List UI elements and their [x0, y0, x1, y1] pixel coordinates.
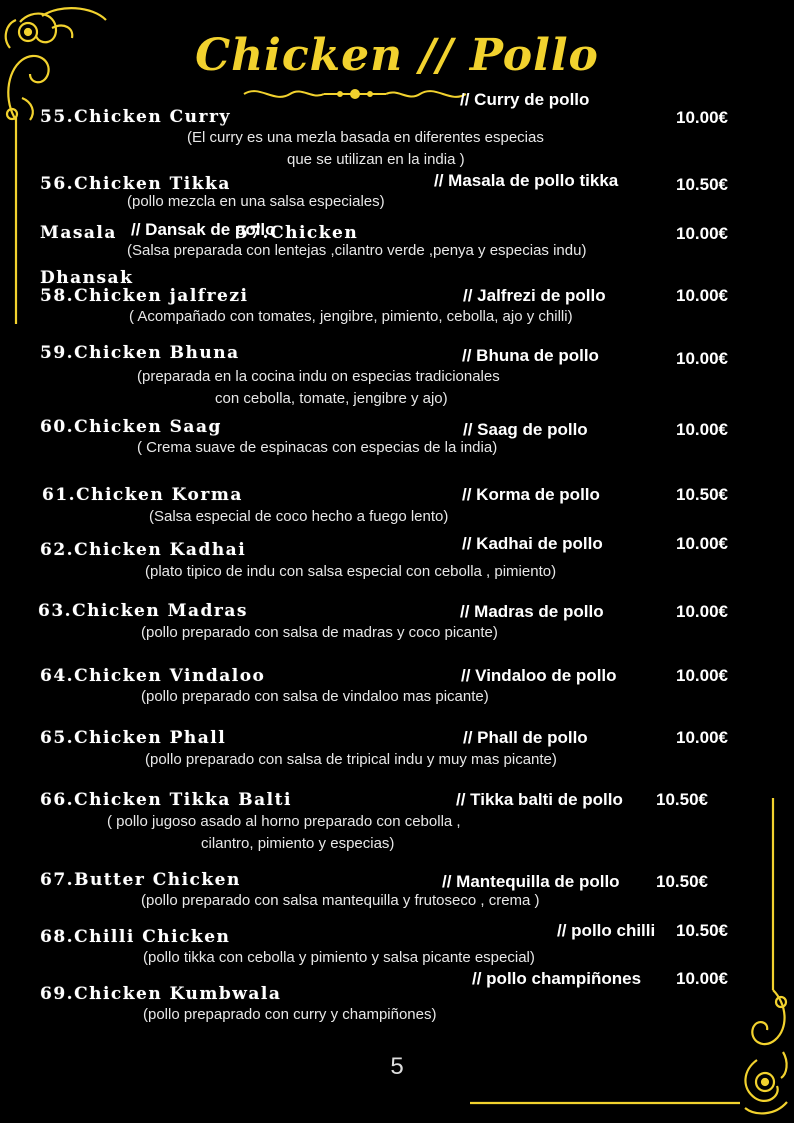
dish-description: cilantro, pimiento y especias) [201, 835, 395, 852]
dish-name: 60.Chicken Saag [40, 417, 222, 437]
dish-name-continued: Dhansak [40, 268, 134, 288]
dish-name: 68.Chilli Chicken [40, 927, 231, 947]
dish-description: (pollo mezcla en una salsa especiales) [127, 193, 385, 210]
dish-name: 58.Chicken jalfrezi [40, 286, 249, 306]
dish-name-spanish: // Dansak de pollo [131, 220, 276, 239]
dish-description: (pollo tikka con cebolla y pimiento y salsa picante especial) [143, 949, 535, 966]
dish-name-spanish: // Vindaloo de pollo [461, 666, 617, 685]
dish-description: (pollo prepaprado con curry y champiñones) [143, 1006, 437, 1023]
dish-name: 69.Chicken Kumbwala [40, 984, 282, 1004]
dish-description: (Salsa preparada con lentejas ,cilantro verde ,penya y especias indu) [127, 242, 587, 259]
dish-name: 62.Chicken Kadhai [40, 540, 247, 560]
dish-name-spanish: // Mantequilla de pollo [442, 872, 620, 891]
dish-name-spanish: // Tikka balti de pollo [456, 790, 623, 809]
dish-description: (pollo preparado con salsa de madras y coco picante) [141, 624, 498, 641]
dish-name-spanish: // Korma de pollo [462, 485, 600, 504]
dish-description: ( pollo jugoso asado al horno preparado con cebolla , [107, 813, 461, 830]
dish-name-spanish: // Bhuna de pollo [462, 346, 599, 365]
dish-price: 10.50€ [656, 872, 708, 891]
dish-price: 10.50€ [676, 921, 728, 940]
page-number: 5 [390, 1053, 404, 1080]
dish-name: 65.Chicken Phall [40, 728, 227, 748]
dish-description: (Salsa especial de coco hecho a fuego lento) [149, 508, 449, 525]
dish-name: 63.Chicken Madras [38, 601, 248, 621]
page-title: Chicken // Pollo [195, 30, 599, 81]
dish-price: 10.00€ [676, 602, 728, 621]
dish-price: 10.00€ [676, 286, 728, 305]
dish-price: 10.00€ [676, 728, 728, 747]
dish-name-continued: Masala [40, 223, 117, 243]
dish-name-spanish: // Saag de pollo [463, 420, 588, 439]
dish-name-spanish: // Kadhai de pollo [462, 534, 603, 553]
dish-price: 10.00€ [676, 108, 728, 127]
dish-name: 55.Chicken Curry [40, 107, 231, 127]
dish-name: 56.Chicken Tikka [40, 174, 231, 194]
dish-name-spanish: // Madras de pollo [460, 602, 604, 621]
dish-price: 10.00€ [676, 420, 728, 439]
dish-name-spanish: // pollo chilli [557, 921, 656, 940]
dish-description: (pollo preparado con salsa de tripical indu y muy mas picante) [145, 751, 557, 768]
dish-name: 66.Chicken Tikka Balti [40, 790, 292, 810]
dish-price: 10.00€ [676, 969, 728, 988]
dish-description: que se utilizan en la india ) [287, 151, 465, 168]
dish-name-spanish: // Masala de pollo tikka [434, 171, 619, 190]
dish-name: 61.Chicken Korma [42, 485, 243, 505]
dish-name-spanish: // Curry de pollo [460, 90, 590, 109]
dish-name-spanish: // Jalfrezi de pollo [463, 286, 606, 305]
dish-price: 10.00€ [676, 666, 728, 685]
dish-description: con cebolla, tomate, jengibre y ajo) [215, 390, 448, 407]
title-flourish [240, 84, 470, 104]
dish-description: (pollo preparado con salsa mantequilla y frutoseco , crema ) [141, 892, 540, 909]
dish-name: 57.Chicken [236, 223, 359, 243]
dish-price: 10.50€ [656, 790, 708, 809]
dish-name-spanish: // Phall de pollo [463, 728, 588, 747]
dish-description: (plato tipico de indu con salsa especial con cebolla , pimiento) [145, 563, 557, 580]
dish-name: 67.Butter Chicken [40, 870, 241, 890]
dish-price: 10.50€ [676, 485, 728, 504]
dish-description: (pollo preparado con salsa de vindaloo mas picante) [141, 688, 489, 705]
dish-name: 59.Chicken Bhuna [40, 343, 240, 363]
footer-rule [470, 1096, 770, 1110]
dish-description: ( Crema suave de espinacas con especias de la india) [137, 439, 498, 456]
dish-price: 10.00€ [676, 224, 728, 243]
dish-description: ( Acompañado con tomates, jengibre, pimiento, cebolla, ajo y chilli) [129, 308, 573, 325]
dish-name: 64.Chicken Vindaloo [40, 666, 266, 686]
dish-price: 10.50€ [676, 175, 728, 194]
dish-description: (preparada en la cocina indu on especias tradicionales [137, 368, 500, 385]
dish-price: 10.00€ [676, 534, 728, 553]
dish-price: 10.00€ [676, 349, 728, 368]
dish-name-spanish: // pollo champiñones [472, 969, 642, 988]
dish-description: (El curry es una mezla basada en diferentes especias [187, 129, 544, 146]
